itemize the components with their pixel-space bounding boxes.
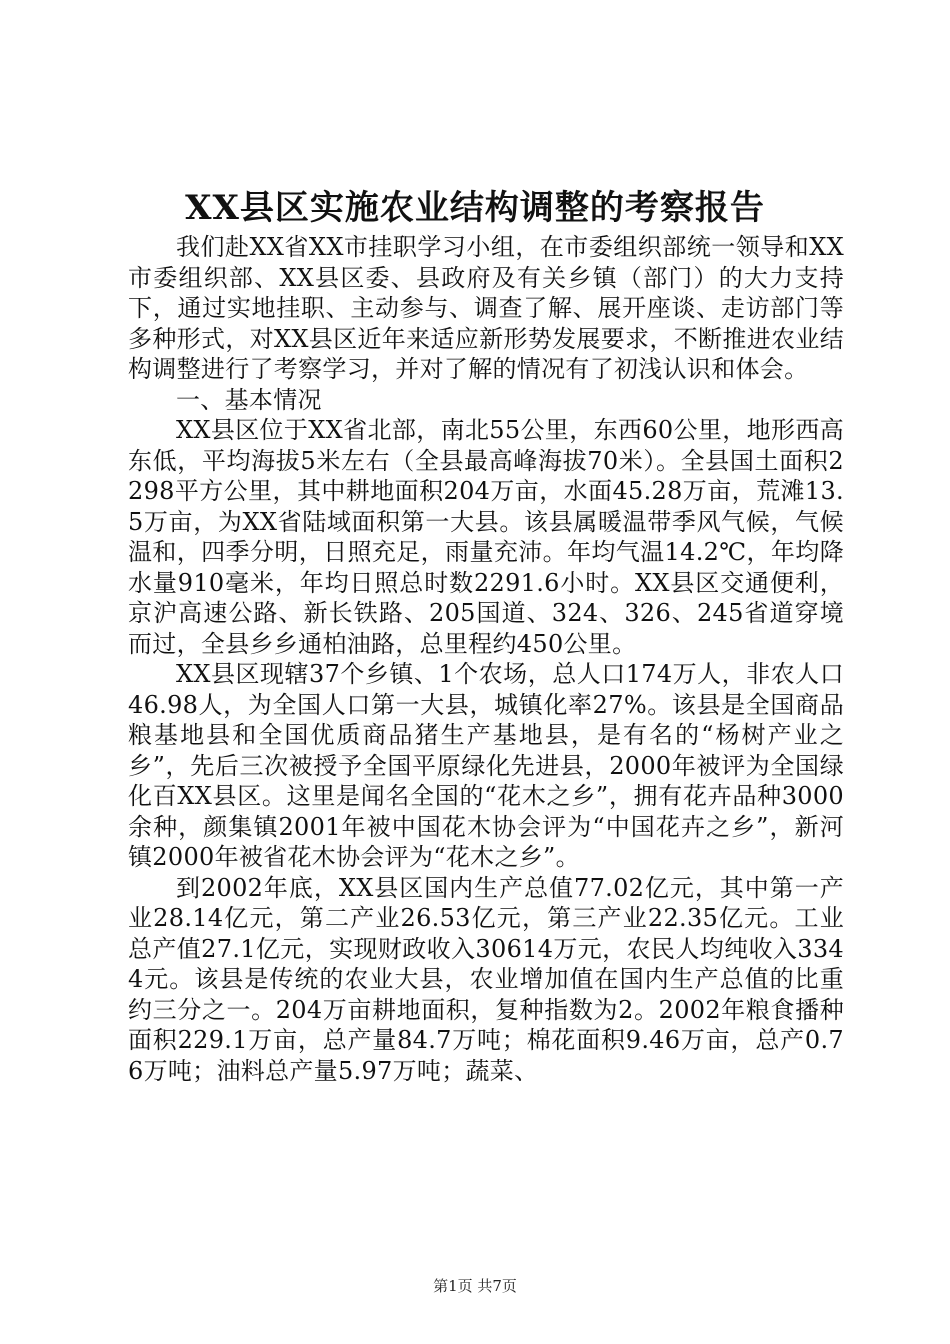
section-heading-basic-situation: 一、基本情况 — [176, 385, 322, 414]
paragraph-population: XX县区现辖37个乡镇、1个农场，总人口174万人，非农人口46.98人，为全国人口第一大县，城镇化率27%。该县是全国商品粮基地县和全国优质商品猪生产基地县，是有名的“杨树产业之乡”，先后三次被授予全国平原绿化先进县，2000年被评为全国绿化百XX县区。这里是闻名全国的“花木之乡”，拥有花卉品种3000余种，颜集镇2001年被中国花木协会评为“中国花卉之乡”，新河镇2000年被省花木协会评为“花木之乡”。 — [128, 660, 844, 871]
paragraph-economy: 到2002年底，XX县区国内生产总值77.02亿元，其中第一产业28.14亿元，第二产业26.53亿元，第三产业22.35亿元。工业总产值27.1亿元，实现财政收入30614万元，农民人均纯收入3344元。该县是传统的农业大县，农业增加值在国内生产总值的比重约三分之一。204万亩耕地面积，复种指数为2。2002年粮食播种面积229.1万亩，总产量84.7万吨；棉花面积9.46万亩，总产0.76万吨；油料总产量5.97万吨；蔬菜、 — [128, 873, 844, 1085]
page-number-footer: 第1页 共7页 — [433, 1277, 517, 1295]
paragraph-geography: XX县区位于XX省北部，南北55公里，东西60公里，地形西高东低，平均海拔5米左右（全县最高峰海拔70米）。全县国土面积2298平方公里，其中耕地面积204万亩，水面45.28万亩，荒滩13.5万亩，为XX省陆域面积第一大县。该县属暖温带季风气候，气候温和，四季分明，日照充足，雨量充沛。年均气温14.2℃，年均降水量910毫米，年均日照总时数2291.6小时。XX县区交通便利，京沪高速公路、新长铁路、205国道、324、326、245省道穿境而过，全县乡乡通柏油路，总里程约450公里。 — [128, 416, 844, 658]
paragraph-intro: 我们赴XX省XX市挂职学习小组，在市委组织部统一领导和XX市委组织部、XX县区委、县政府及有关乡镇（部门）的大力支持下，通过实地挂职、主动参与、调查了解、展开座谈、走访部门等多种形式，对XX县区近年来适应新形势发展要求，不断推进农业结构调整进行了考察学习，并对了解的情况有了初浅认识和体会。 — [128, 233, 844, 383]
document-body — [128, 232, 844, 1086]
document-title: XX县区实施农业结构调整的考察报告 — [185, 188, 765, 228]
